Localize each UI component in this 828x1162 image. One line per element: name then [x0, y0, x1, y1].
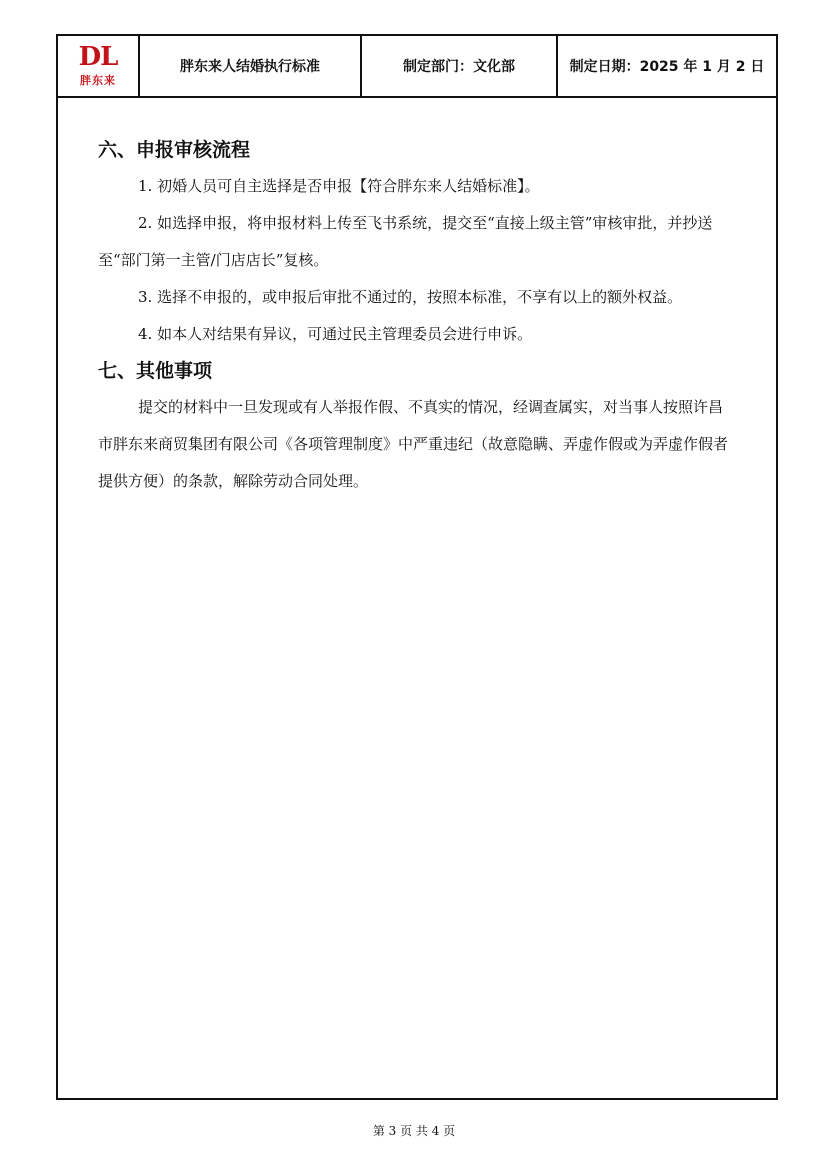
logo [58, 36, 140, 96]
document-body [98, 132, 736, 500]
issue-date: 制定日期：2025 年 1 月 2 日 [569, 59, 765, 75]
section-heading-7: 七、其他事项 [98, 360, 213, 382]
logo-text: 胖东来 [80, 74, 116, 87]
list-item: 3. 选择不申报的，或申报后审批不通过的，按照本标准，不享有以上的额外权益。 [138, 288, 683, 306]
list-item: 4. 如本人对结果有异议，可通过民主管理委员会进行申诉。 [138, 325, 533, 343]
list-item: 1. 初婚人员可自主选择是否申报【符合胖东来人结婚标准】。 [138, 177, 540, 195]
issuing-department: 制定部门：文化部 [362, 36, 558, 96]
section-heading-6: 六、申报审核流程 [98, 139, 251, 161]
logo-mark: DL [78, 42, 118, 72]
document-title: 胖东来人结婚执行标准 [140, 36, 362, 96]
document-frame [56, 34, 778, 1100]
document-header [58, 36, 776, 98]
page-number: 第 3 页 共 4 页 [372, 1124, 456, 1138]
list-item: 2. 如选择申报，将申报材料上传至飞书系统，提交至“直接上级主管”审核审批，并抄送至“部门第一主管/门店店长”复核。 [98, 214, 713, 269]
section-paragraph: 提交的材料中一旦发现或有人举报作假、不真实的情况，经调查属实，对当事人按照许昌市胖东来商贸集团有限公司《各项管理制度》中严重违纪（故意隐瞒、弄虚作假或为弄虚作假者提供方便）的条款，解除劳动合同处理。 [98, 398, 729, 490]
